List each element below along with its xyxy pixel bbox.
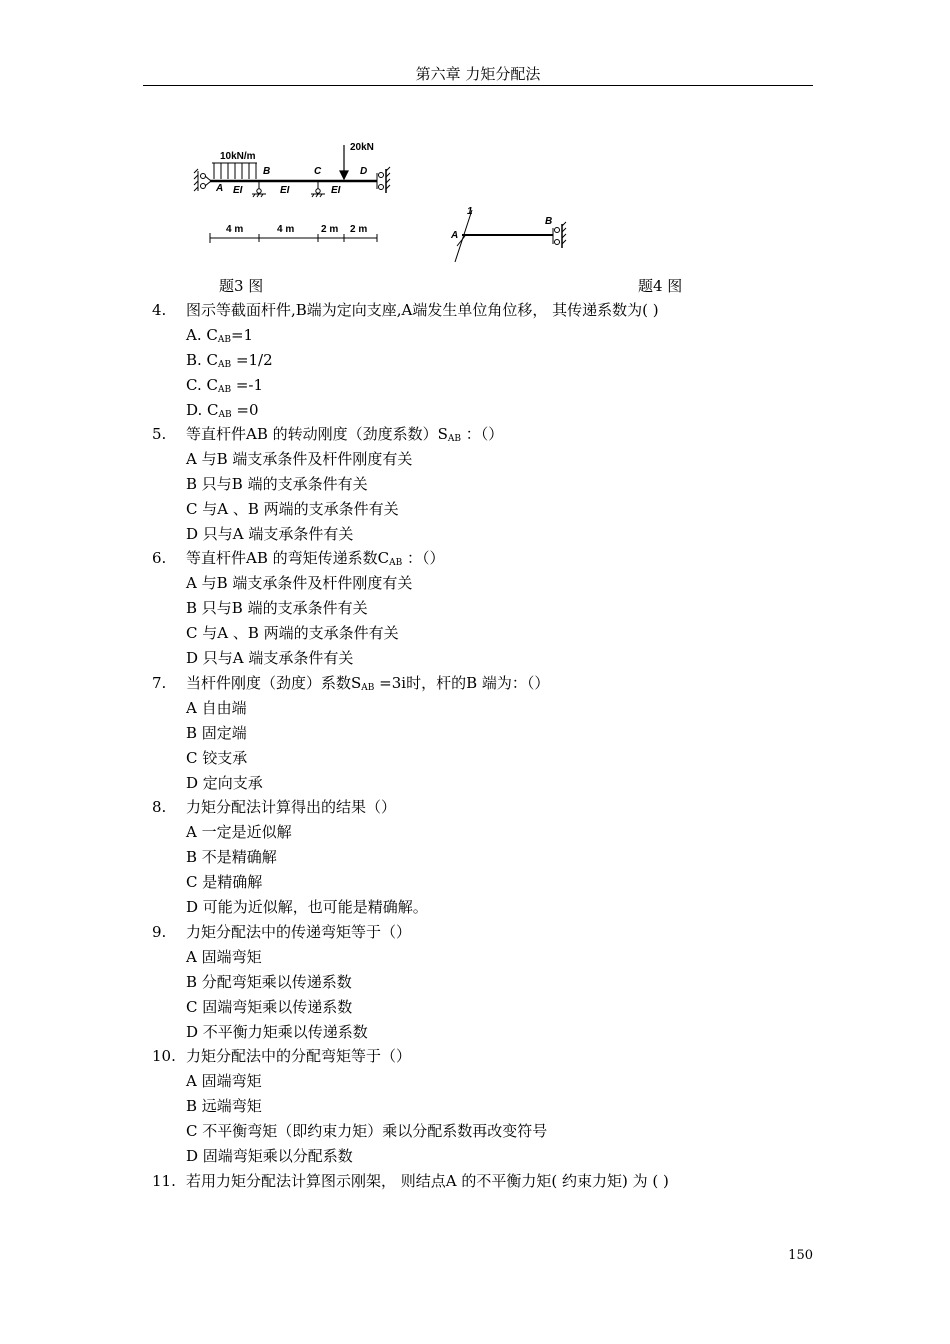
page-number: 150: [788, 1248, 813, 1263]
option-item: D. $C_{AB} =0$: [186, 401, 259, 420]
option-item: C 固端弯矩乘以传递系数: [186, 998, 353, 1016]
option-item: B 只与B 端的支承条件有关: [186, 475, 368, 493]
question-text: 力矩分配法计算得出的结果（）: [186, 798, 397, 816]
option-item: C 不平衡弯矩（即约束力矩）乘以分配系数再改变符号: [186, 1122, 548, 1140]
option-item: B 固定端: [186, 724, 247, 742]
rotation-label: 1: [467, 206, 473, 217]
question-number: 11.: [152, 1172, 176, 1190]
option-item: C 铰支承: [186, 749, 248, 767]
figure-4-member-diagram: [445, 200, 585, 265]
option-item: B 分配弯矩乘以传递系数: [186, 973, 352, 991]
question-text: 力矩分配法中的分配弯矩等于（）: [186, 1047, 412, 1065]
left-hinge-support: [194, 169, 211, 191]
option-item: D 只与A 端支承条件有关: [186, 649, 354, 667]
dimension-label-3: 2 m: [321, 224, 339, 235]
figure-3-caption: 题3 图: [219, 277, 264, 295]
segment-ei-3: EI: [331, 185, 341, 196]
option-item: A 与B 端支承条件及杆件刚度有关: [186, 450, 413, 468]
option-item: A 自由端: [186, 699, 247, 717]
question-number: 8.: [152, 798, 167, 816]
node-label-a: A: [451, 230, 459, 241]
question-number: 9.: [152, 923, 167, 941]
option-item: A 一定是近似解: [186, 823, 292, 841]
question-text: 图示等截面杆件,B端为定向支座,A端发生单位角位移， 其传递系数为( ): [186, 301, 659, 319]
chapter-title: 第六章 力矩分配法: [415, 65, 541, 83]
option-item: D 固端弯矩乘以分配系数: [186, 1147, 353, 1165]
option-item: C. $C_{AB} =-1$: [186, 376, 264, 395]
distributed-load-label: 10kN/m: [220, 151, 256, 162]
node-label-b: B: [545, 216, 553, 227]
option-item: C 与A 、B 两端的支承条件有关: [186, 500, 399, 518]
option-item: D 不平衡力矩乘以传递系数: [186, 1023, 368, 1041]
option-item: B 只与B 端的支承条件有关: [186, 599, 368, 617]
option-item: C 是精确解: [186, 873, 263, 891]
option-item: D 可能为近似解，也可能是精确解。: [186, 898, 428, 916]
dimension-label-2: 4 m: [277, 224, 295, 235]
dimension-label-4: 2 m: [350, 224, 368, 235]
question-text: 当杆件刚度（劲度）系数$S_{AB} =3i$时，杆的B 端为：（）: [186, 674, 550, 693]
question-text: 力矩分配法中的传递弯矩等于（）: [186, 923, 412, 941]
option-item: A 与B 端支承条件及杆件刚度有关: [186, 574, 413, 592]
segment-ei-2: EI: [280, 185, 290, 196]
figure-4-caption: 题4 图: [638, 277, 683, 295]
node-label-c: C: [314, 166, 322, 177]
question-number: 5.: [152, 425, 167, 443]
option-item: A 固端弯矩: [186, 948, 262, 966]
guided-support-b: [553, 222, 566, 248]
question-text: 等直杆件AB 的转动刚度（劲度系数）$S_{AB}$ ：（）: [186, 425, 504, 444]
question-text: 若用力矩分配法计算图示刚架， 则结点A 的不平衡力矩( 约束力矩) 为 ( ): [186, 1172, 669, 1190]
option-item: D 定向支承: [186, 774, 263, 792]
question-number: 6.: [152, 549, 167, 567]
segment-ei-1: EI: [233, 185, 243, 196]
question-number: 10.: [152, 1047, 176, 1065]
node-label-d: D: [360, 166, 368, 177]
header-rule: [143, 85, 813, 86]
question-text: 等直杆件AB 的弯矩传递系数$C_{AB}$ ：（）: [186, 549, 445, 568]
option-item: B 不是精确解: [186, 848, 277, 866]
point-force-value: 20kN: [350, 142, 374, 153]
roller-support-b: [252, 181, 266, 197]
question-number: 4.: [152, 301, 167, 319]
dimension-label-1: 4 m: [226, 224, 244, 235]
option-item: A 固端弯矩: [186, 1072, 262, 1090]
question-number: 7.: [152, 674, 167, 692]
node-label-b: B: [263, 166, 271, 177]
option-item: B. $C_{AB} =1/2$: [186, 351, 273, 370]
guided-support-d: [377, 167, 390, 193]
point-force-arrow: [340, 145, 348, 179]
option-item: C 与A 、B 两端的支承条件有关: [186, 624, 399, 642]
point-force-label: 1: [190, 135, 191, 136]
option-item: D 只与A 端支承条件有关: [186, 525, 354, 543]
figure-3-beam-diagram: [190, 135, 405, 250]
node-label-a: A: [216, 183, 224, 194]
option-item: B 远端弯矩: [186, 1097, 262, 1115]
roller-support-c: [311, 181, 325, 197]
distributed-load: [212, 163, 257, 179]
option-item: A. $C_{AB}=1$: [186, 326, 254, 345]
